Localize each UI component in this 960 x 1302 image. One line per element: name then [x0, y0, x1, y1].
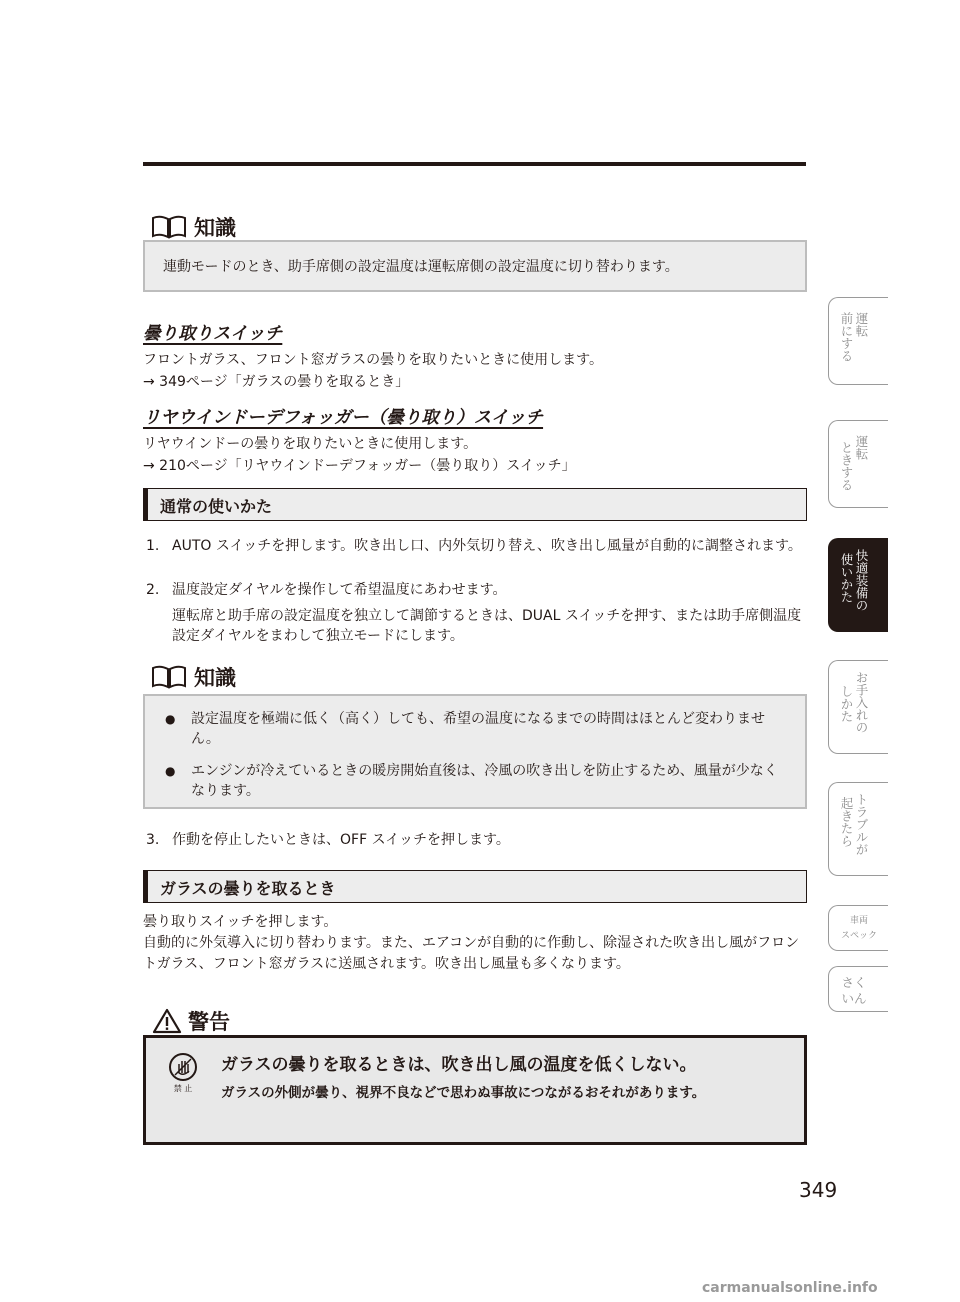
side-tab-label: スペック	[840, 931, 877, 941]
section-text: 曇り取りスイッチを押します。	[143, 914, 338, 930]
list-item	[146, 536, 804, 556]
side-tab-specs[interactable]	[828, 905, 888, 951]
note-heading-text: 知識	[194, 666, 236, 690]
note-heading	[150, 212, 236, 242]
side-tab-maintenance[interactable]	[828, 660, 888, 754]
side-tab-label: 運転	[854, 435, 869, 460]
open-book-icon	[150, 214, 188, 240]
note-heading-text: 知識	[194, 216, 236, 240]
list-item	[146, 606, 804, 646]
list-item	[146, 830, 804, 850]
bullet-text: エンジンが冷えているときの暖房開始直後は、冷風の吹き出しを防止するため、風量が少なくなります。	[191, 763, 778, 799]
side-tab-label: 使いかた	[839, 553, 854, 603]
side-tab-label: 起きたら	[839, 797, 854, 847]
side-tab-label: 運転	[854, 312, 869, 337]
side-tab-while-driving[interactable]	[828, 420, 888, 508]
side-tab-label: しかた	[839, 685, 854, 723]
list-number: 1.	[146, 538, 160, 554]
bar-title-normal-usage: 通常の使いかた	[143, 488, 807, 521]
side-tab-label: さく	[841, 975, 867, 990]
bullet-icon: ●	[165, 764, 176, 778]
note-box	[143, 694, 807, 809]
top-rule	[143, 162, 806, 166]
open-book-icon	[150, 664, 188, 690]
warning-box	[143, 1035, 807, 1145]
section-text: リヤウインドーの曇りを取りたいときに使用します。	[143, 436, 478, 452]
side-tab-label: 前にする	[839, 312, 854, 362]
list-text: AUTO スイッチを押します。吹き出し口、内外気切り替え、吹き出し風量が自動的に調整されます。	[172, 538, 802, 554]
list-item	[146, 580, 804, 600]
prohibition-label: 禁 止	[173, 1084, 193, 1093]
hand-stop-icon	[169, 1053, 197, 1081]
page-reference-link[interactable]: → 210ページ「リヤウインドーデフォッガー（曇り取り）スイッチ」	[143, 458, 576, 474]
warning-title: ガラスの曇りを取るときは、吹き出し風の温度を低くしない。	[221, 1055, 697, 1075]
bullet-text: 設定温度を極端に低く（高く）しても、希望の温度になるまでの時間はほとんど変わりません。	[191, 711, 765, 747]
bullet-icon: ●	[165, 712, 176, 726]
section-title-rear-defogger: リヤウインドーデフォッガー（曇り取り）スイッチ	[143, 408, 544, 428]
bullet-item	[161, 761, 787, 801]
page-reference-link[interactable]: → 349ページ「ガラスの曇りを取るとき」	[143, 374, 410, 390]
list-text: 作動を停止したいときは、OFF スイッチを押します。	[172, 832, 510, 848]
bullet-item	[161, 709, 787, 749]
note-box	[143, 240, 807, 292]
side-tab-label: トラブルが	[854, 793, 869, 856]
warning-triangle-icon	[152, 1008, 182, 1034]
warning-heading	[152, 1006, 230, 1036]
list-text: 運転席と助手席の設定温度を独立して調節するときは、DUAL スイッチを押す、または助手席側温度設定ダイヤルをまわして独立モードにします。	[172, 608, 802, 644]
note-heading	[150, 662, 236, 692]
side-tab-before-driving[interactable]	[828, 297, 888, 385]
page-number: 349	[799, 1178, 838, 1202]
side-tab-label: いん	[841, 991, 867, 1006]
warning-heading-text: 警告	[188, 1010, 230, 1034]
bar-title-defog-glass: ガラスの曇りを取るとき	[143, 870, 807, 903]
section-title-defog-switch: 曇り取りスイッチ	[143, 324, 283, 344]
section-text: 自動的に外気導入に切り替わります。また、エアコンが自動的に作動し、除湿された吹き出し風がフロントガラス、フロント窓ガラスに送風されます。吹き出し風量も多くなります。	[143, 935, 800, 972]
prohibition-icon	[168, 1053, 198, 1094]
side-tab-index[interactable]	[828, 966, 888, 1012]
list-number: 2.	[146, 582, 160, 598]
list-number: 3.	[146, 832, 160, 848]
side-tab-label: お手入れの	[854, 671, 869, 734]
side-tab-label: 快適装備の	[854, 549, 869, 612]
side-tab-label: ときする	[839, 441, 854, 491]
side-tab-label: 車両	[849, 916, 868, 926]
warning-body: ガラスの外側が曇り、視界不良などで思わぬ事故につながるおそれがあります。	[221, 1085, 706, 1101]
watermark-text: carmanualsonline.info	[702, 1280, 878, 1296]
side-tab-troubleshooting[interactable]	[828, 782, 888, 876]
side-tab-comfort-features[interactable]	[828, 538, 888, 632]
list-text: 温度設定ダイヤルを操作して希望温度にあわせます。	[172, 582, 507, 598]
section-text: フロントガラス、フロント窓ガラスの曇りを取りたいときに使用します。	[143, 352, 604, 368]
list-number	[146, 606, 172, 646]
note-text: 連動モードのとき、助手席側の設定温度は運転席側の設定温度に切り替わります。	[163, 259, 679, 275]
